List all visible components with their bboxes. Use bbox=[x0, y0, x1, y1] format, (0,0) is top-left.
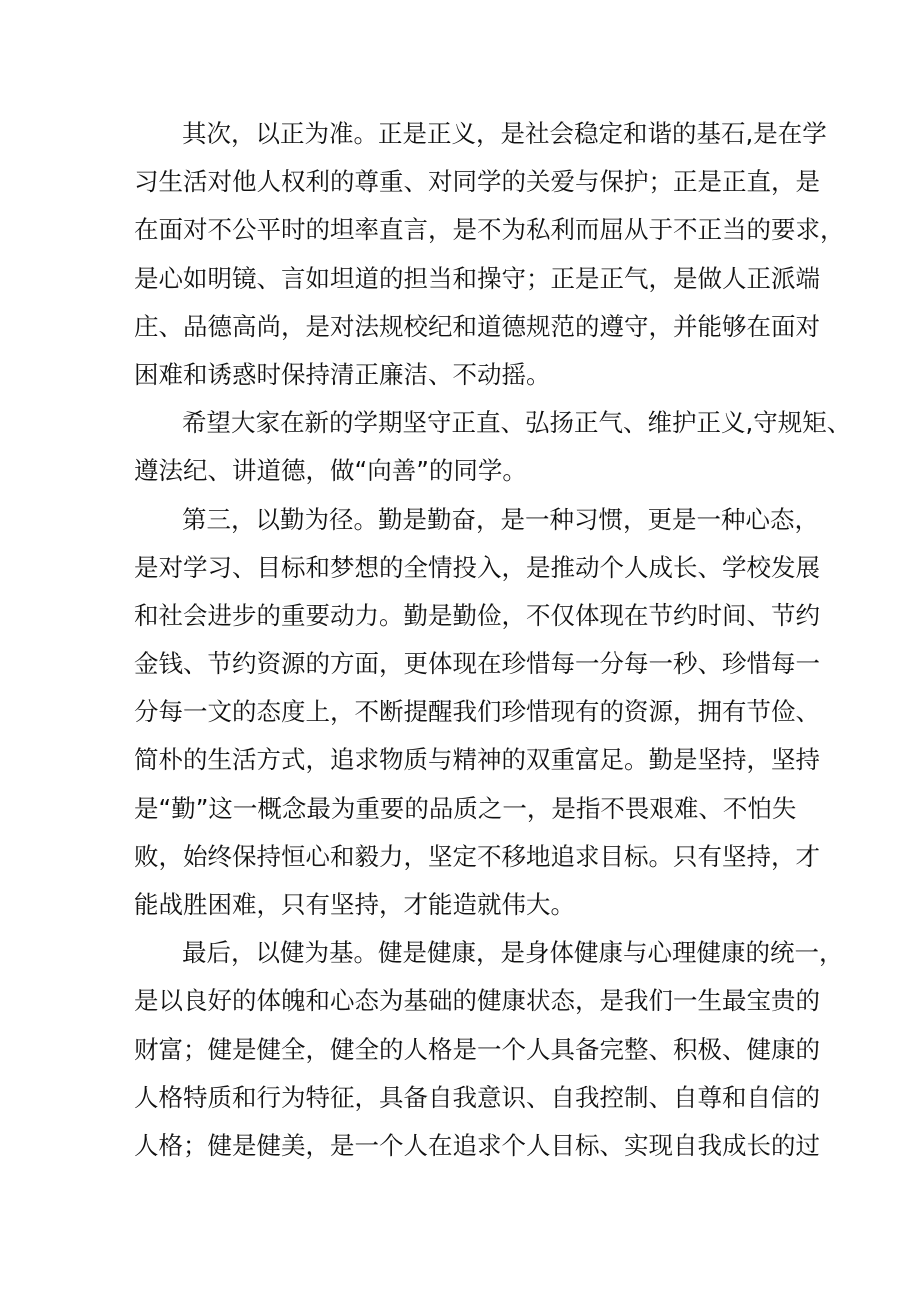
text-line: 最后，以健为基。健是健康，是身体健康与心理健康的统一， bbox=[182, 938, 844, 968]
text-line: 其次，以正为准。正是正义，是社会稳定和谐的基石,是在学 bbox=[182, 119, 827, 148]
text-line: 和社会进步的重要动力。勤是勤俭，不仅体现在节约时间、节约 bbox=[134, 600, 820, 630]
text-line: 分每一文的态度上，不断提醒我们珍惜现有的资源，拥有节俭、 bbox=[134, 697, 820, 727]
paragraph-2 bbox=[134, 399, 852, 495]
text-line: 希望大家在新的学期坚守正直、弘扬正气、维护正义,守规矩、 bbox=[182, 408, 852, 438]
text-line: 败，始终保持恒心和毅力，坚定不移地追求目标。只有坚持，才 bbox=[134, 841, 820, 871]
text-line: 金钱、节约资源的方面，更体现在珍惜每一分每一秒、珍惜每一 bbox=[134, 649, 820, 679]
text-line: 是“勤”这一概念最为重要的品质之一，是指不畏艰难、不怕失 bbox=[134, 793, 797, 823]
text-line: 在面对不公平时的坦率直言，是不为私利而屈从于不正当的要求， bbox=[134, 215, 845, 245]
text-line: 第三，以勤为径。勤是勤奋，是一种习惯，更是一种心态， bbox=[182, 504, 819, 534]
text-line: 人格特质和行为特征，具备自我意识、自我控制、自尊和自信的 bbox=[134, 1082, 820, 1112]
document-body bbox=[134, 110, 852, 1170]
text-line: 人格；健是健美，是一个人在追求个人目标、实现自我成长的过 bbox=[134, 1130, 820, 1160]
text-line: 庄、品德高尚，是对法规校纪和道德规范的遵守，并能够在面对 bbox=[134, 311, 820, 341]
paragraph-4 bbox=[134, 929, 844, 1170]
text-line: 困难和诱惑时保持清正廉洁、不动摇。 bbox=[134, 359, 551, 389]
text-line: 是对学习、目标和梦想的全情投入，是推动个人成长、学校发展 bbox=[134, 552, 820, 582]
paragraph-3 bbox=[134, 496, 820, 930]
text-line: 财富；健是健全，健全的人格是一个人具备完整、积极、健康的 bbox=[134, 1034, 820, 1064]
paragraph-1 bbox=[134, 110, 845, 399]
text-line: 能战胜困难，只有坚持，才能造就伟大。 bbox=[134, 890, 575, 919]
text-line: 简朴的生活方式，追求物质与精神的双重富足。勤是坚持，坚持 bbox=[134, 745, 820, 775]
text-line: 是心如明镜、言如坦道的担当和操守；正是正气，是做人正派端 bbox=[134, 263, 820, 293]
text-line: 遵法纪、讲道德，做“向善”的同学。 bbox=[134, 456, 527, 486]
text-line: 是以良好的体魄和心态为基础的健康状态，是我们一生最宝贵的 bbox=[134, 986, 820, 1016]
text-line: 习生活对他人权利的尊重、对同学的关爱与保护；正是正直，是 bbox=[134, 167, 820, 197]
